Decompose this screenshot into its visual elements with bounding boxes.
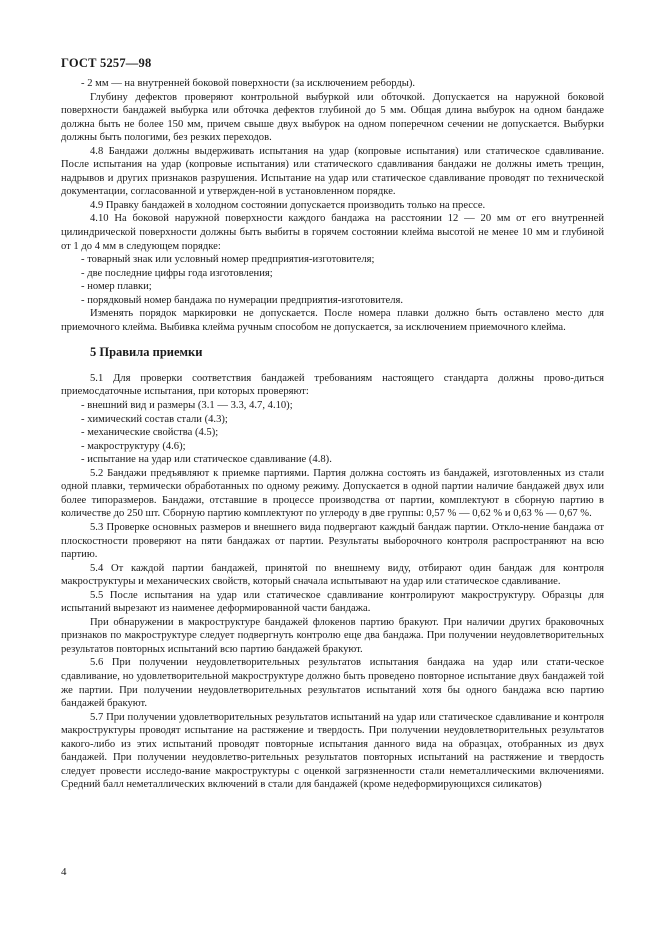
paragraph: Изменять порядок маркировки не допускается. После номера плавки должно быть оставлено место для приемочного клейма. Выбивка клейма ручным способом не допускается, за исключением приемочного клейма. [61,308,604,333]
paragraph: 4.9 Правку бандажей в холодном состоянии допускается производить только на прессе. [90,199,486,211]
paragraph: 4.8 Бандажи должны выдерживать испытания на удар (копровые испытания) или статическое сдавливание. После испытания на удар (копровые испытания) или статического сдавливания бандажи не должны иметь трещин, надрывов и других признаков разрушения. Испытание на удар или статическое сдавливание проводят по технической документации, согласованной и утвержден-ной в установленном порядке. [61,145,604,198]
paragraph: 5.3 Проверке основных размеров и внешнего вида подвергают каждый бандаж партии. Откло-нение бандажа от плоскостности проверяют на пяти бандажах от партии. Результаты выборочного контроля распространяют на всю партию. [61,521,604,561]
list-item: - механические свойства (4.5); [61,426,604,440]
paragraph: 5.6 При получении неудовлетворительных результатов испытания бандажа на удар или стати-ческое сдавливание, но удовлетворительной макроструктуре должно быть проведено повторное испытание двух бандажей той же партии. При получении неудовлетворительных результатов испытаний хотя бы одного бандажа всю партию бандажей бракуют. [61,657,604,710]
paragraph: Глубину дефектов проверяют контрольной выбуркой или обточкой. Допускается на наружной боковой поверхности бандажей выбурка или обточка дефектов глубиной до 5 мм. Общая длина выбурок на одном бандаже должна быть не более 150 мм, причем свыше двух выбурок на одном поперечном сечении не допускается. Выбурки должны быть пологими, без резких переходов. [61,91,604,144]
list-item: - химический состав стали (4.3); [61,413,604,427]
list-item: - внешний вид и размеры (3.1 — 3.3, 4.7, 4.10); [61,399,604,413]
paragraph: 5.5 После испытания на удар или статическое сдавливание контролируют макроструктуру. Образцы для испытаний вырезают из наименее деформированной части бандажа. [61,589,604,615]
paragraph: 5.4 От каждой партии бандажей, принятой по внешнему виду, отбирают один бандаж для контроля макроструктуры и механических свойств, который сначала испытывают на удар или статическое сдавливание. [61,562,604,588]
page-number: 4 [61,866,67,878]
paragraph: 5.1 Для проверки соответствия бандажей требованиям настоящего стандарта должны прово-диться приемосдаточные испытания, при которых проверяют: [61,372,604,398]
document-body [61,77,604,792]
paragraph: 5.2 Бандажи предъявляют к приемке партиями. Партия должна состоять из бандажей, изготовленных из стали одной плавки, термически обработанных по одному режиму. Допускается в одной партии наличие бандажей двух или более типоразмеров. Бандажи, отставшие в процессе производства от партии, комплектуют в сборную партию в количестве до 250 шт. Сборную партию комплектуют по углероду в две группы: 0,57 % — 0,62 % и 0,63 % — 0,67 %. [61,467,604,520]
paragraph: При обнаружении в макроструктуре бандажей флокенов партию бракуют. При наличии других браковочных признаков по макроструктуре следует подвергнуть контролю еще два бандажа. При получении неудовлетворительных результатов повторных испытаний всю партию бандажей бракуют. [61,616,604,655]
paragraph: 4.10 На боковой наружной поверхности каждого бандажа на расстоянии 12 — 20 мм от его внутренней цилиндрической поверхности должны быть выбиты в горячем состоянии клейма высотой не менее 10 мм и глубиной от 1 до 4 мм в следующем порядке: [61,213,604,252]
list-item: - макроструктуру (4.6); [61,440,604,454]
list-item: - 2 мм — на внутренней боковой поверхности (за исключением реборды). [61,77,604,91]
section-heading: 5 Правила приемки [90,345,203,360]
list-item: - порядковый номер бандажа по нумерации предприятия-изготовителя. [61,294,604,308]
document-header: ГОСТ 5257—98 [61,56,152,70]
list-item: - номер плавки; [61,280,604,294]
paragraph: 5.7 При получении удовлетворительных результатов испытаний на удар или статическое сдавливание и контроля макроструктуры проводят испытание на растяжение и твердость. При получении неудовлетворительных результатов какого-либо из этих испытаний проводят повторные испытания данного вида на образцах, отобранных из двух бандажей. При получении неудовлетво-рительных результатов повторных испытаний на растяжение и твердость следует провести исследо-вание макроструктуры с оценкой загрязненности стали неметаллическими включениями. Средний балл неметаллических включений в стали для бандажей (кроме недеформирующихся силикатов) [61,711,604,791]
list-item: - две последние цифры года изготовления; [61,267,604,281]
list-item: - товарный знак или условный номер предприятия-изготовителя; [61,253,604,267]
list-item: - испытание на удар или статическое сдавливание (4.8). [61,453,604,467]
